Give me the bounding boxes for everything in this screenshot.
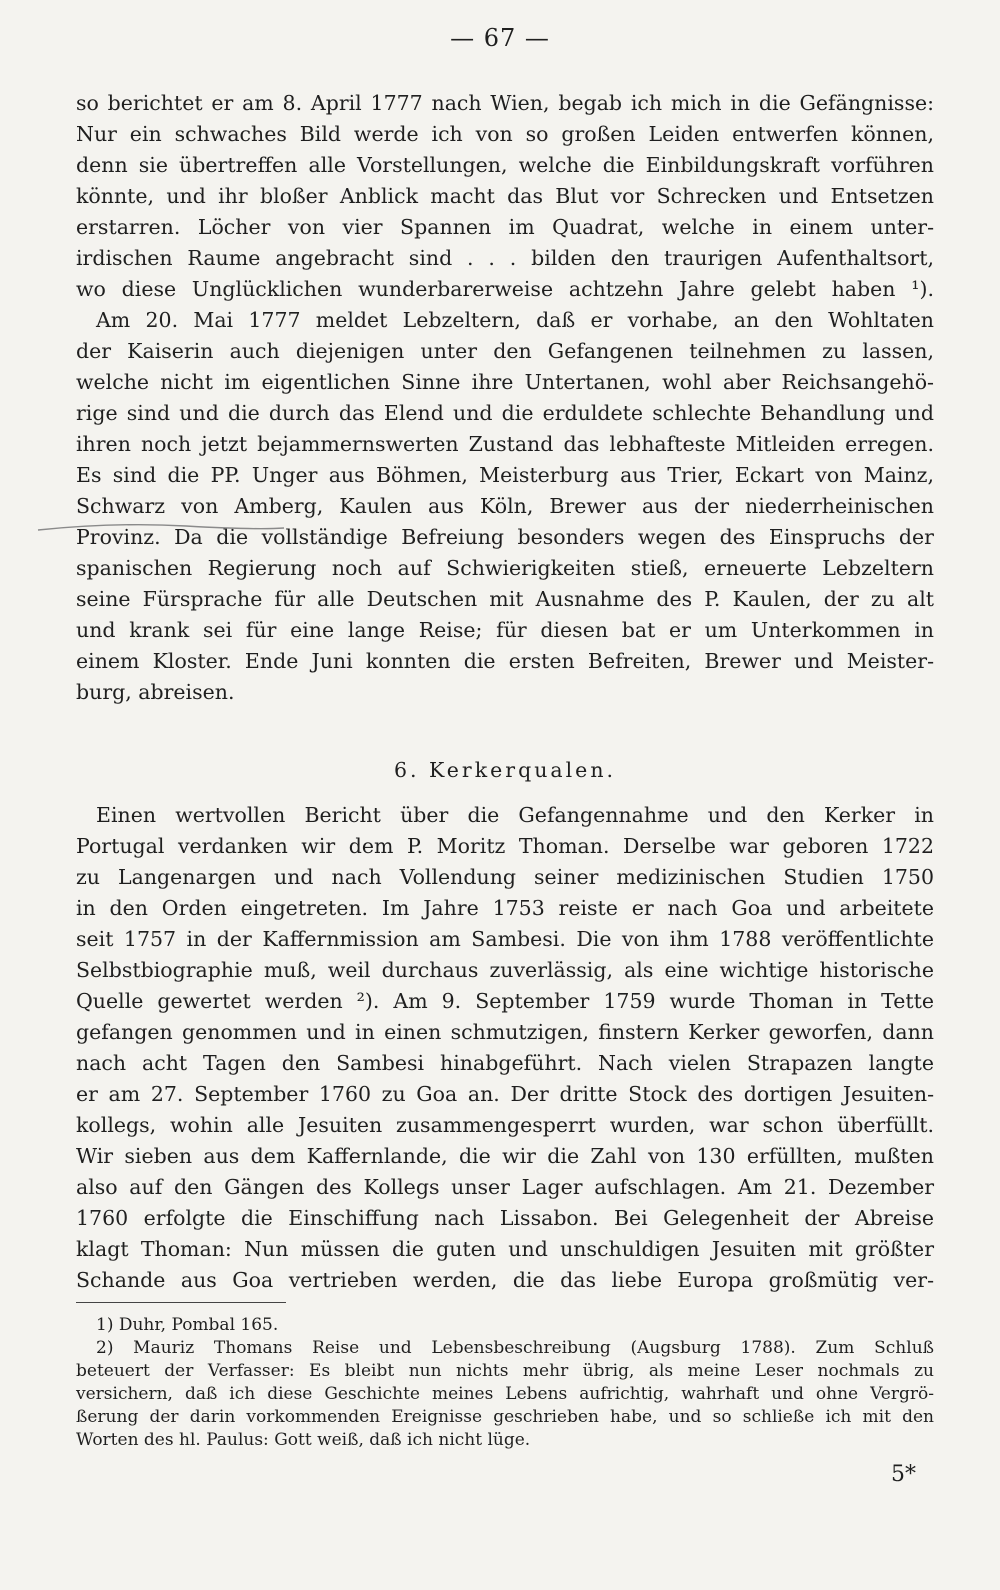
text-line: burg, abreisen.	[76, 680, 235, 704]
text-line: rige sind und die durch das Elend und die erduldete schlechte Behandlung und	[76, 401, 934, 425]
section-heading: 6. Kerkerqualen.	[393, 758, 617, 782]
text-line: spanischen Regierung noch auf Schwierigkeiten stieß, erneuerte Lebzeltern	[76, 556, 934, 580]
text-line: Quelle gewertet werden ²). Am 9. September 1759 wurde Thoman in Tette	[76, 989, 934, 1013]
text-line: so berichtet er am 8. April 1777 nach Wien, begab ich mich in die Gefängnisse:	[76, 91, 934, 115]
footnote-line: ßerung der darin vorkommenden Ereignisse geschrieben habe, und so schließe ich mit den	[76, 1407, 934, 1427]
text-line: in den Orden eingetreten. Im Jahre 1753 reiste er nach Goa und arbeitete	[76, 896, 934, 920]
page-number: — 67 —	[450, 24, 550, 52]
text-line-indented: Am 20. Mai 1777 meldet Lebzeltern, daß er vorhabe, an den Wohltaten	[96, 308, 934, 332]
text-line: er am 27. September 1760 zu Goa an. Der dritte Stock des dortigen Jesuiten-	[76, 1082, 934, 1106]
text-line-indented: Einen wertvollen Bericht über die Gefangennahme und den Kerker in	[96, 803, 934, 827]
text-line: wo diese Unglücklichen wunderbarerweise achtzehn Jahre gelebt haben ¹).	[76, 277, 934, 301]
text-line: Selbstbiographie muß, weil durchaus zuverlässig, als eine wichtige historische	[76, 958, 934, 982]
text-line: welche nicht im eigentlichen Sinne ihre Untertanen, wohl aber Reichsangehö-	[76, 370, 934, 394]
text-line: denn sie übertreffen alle Vorstellungen, welche die Einbildungskraft vorführen	[76, 153, 934, 177]
text-line: Provinz. Da die vollständige Befreiung besonders wegen des Einspruchs der	[76, 525, 934, 549]
text-line: kollegs, wohin alle Jesuiten zusammengesperrt wurden, war schon überfüllt.	[76, 1113, 934, 1137]
text-line: einem Kloster. Ende Juni konnten die ersten Befreiten, Brewer und Meister-	[76, 649, 934, 673]
footnote-divider	[76, 1302, 286, 1303]
text-line: Schwarz von Amberg, Kaulen aus Köln, Brewer aus der niederrheinischen	[76, 494, 934, 518]
text-line: Schande aus Goa vertrieben werden, die das liebe Europa großmütig ver-	[76, 1268, 934, 1292]
text-line: könnte, und ihr bloßer Anblick macht das Blut vor Schrecken und Entsetzen	[76, 184, 934, 208]
text-line: irdischen Raume angebracht sind . . . bilden den traurigen Aufenthaltsort,	[76, 246, 934, 270]
footnote-1: 1) Duhr, Pombal 165.	[96, 1315, 279, 1335]
text-line: gefangen genommen und in einen schmutzigen, finstern Kerker geworfen, dann	[76, 1020, 934, 1044]
text-line: Es sind die PP. Unger aus Böhmen, Meisterburg aus Trier, Eckart von Mainz,	[76, 463, 934, 487]
signature-mark: 5*	[891, 1462, 916, 1487]
text-line: seit 1757 in der Kaffernmission am Sambesi. Die von ihm 1788 veröffentlichte	[76, 927, 934, 951]
text-line: zu Langenargen und nach Vollendung seiner medizinischen Studien 1750	[76, 865, 934, 889]
footnote-line: beteuert der Verfasser: Es bleibt nun nichts mehr übrig, als meine Leser nochmals zu	[76, 1361, 934, 1381]
pencil-underline-mark	[36, 520, 286, 534]
text-line: Wir sieben aus dem Kaffernlande, die wir die Zahl von 130 erfüllten, mußten	[76, 1144, 934, 1168]
text-line: Portugal verdanken wir dem P. Moritz Thoman. Derselbe war geboren 1722	[76, 834, 934, 858]
footnote-line: Worten des hl. Paulus: Gott weiß, daß ich nicht lüge.	[76, 1430, 531, 1450]
text-line: 1760 erfolgte die Einschiffung nach Lissabon. Bei Gelegenheit der Abreise	[76, 1206, 934, 1230]
text-line: der Kaiserin auch diejenigen unter den Gefangenen teilnehmen zu lassen,	[76, 339, 934, 363]
text-line: Nur ein schwaches Bild werde ich von so großen Leiden entwerfen können,	[76, 122, 934, 146]
text-line: erstarren. Löcher von vier Spannen im Quadrat, welche in einem unter-	[76, 215, 934, 239]
text-line: nach acht Tagen den Sambesi hinabgeführt. Nach vielen Strapazen langte	[76, 1051, 934, 1075]
footnote-2: 2) Mauriz Thomans Reise und Lebensbeschreibung (Augsburg 1788). Zum Schluß	[96, 1338, 934, 1358]
text-line: also auf den Gängen des Kollegs unser Lager aufschlagen. Am 21. Dezember	[76, 1175, 934, 1199]
text-line: seine Fürsprache für alle Deutschen mit Ausnahme des P. Kaulen, der zu alt	[76, 587, 934, 611]
text-line: klagt Thoman: Nun müssen die guten und unschuldigen Jesuiten mit größter	[76, 1237, 934, 1261]
text-line: und krank sei für eine lange Reise; für diesen bat er um Unterkommen in	[76, 618, 934, 642]
footnote-line: versichern, daß ich diese Geschichte meines Lebens aufrichtig, wahrhaft und ohne Vergrö-	[76, 1384, 934, 1404]
text-line: ihren noch jetzt bejammernswerten Zustand das lebhafteste Mitleiden erregen.	[76, 432, 934, 456]
